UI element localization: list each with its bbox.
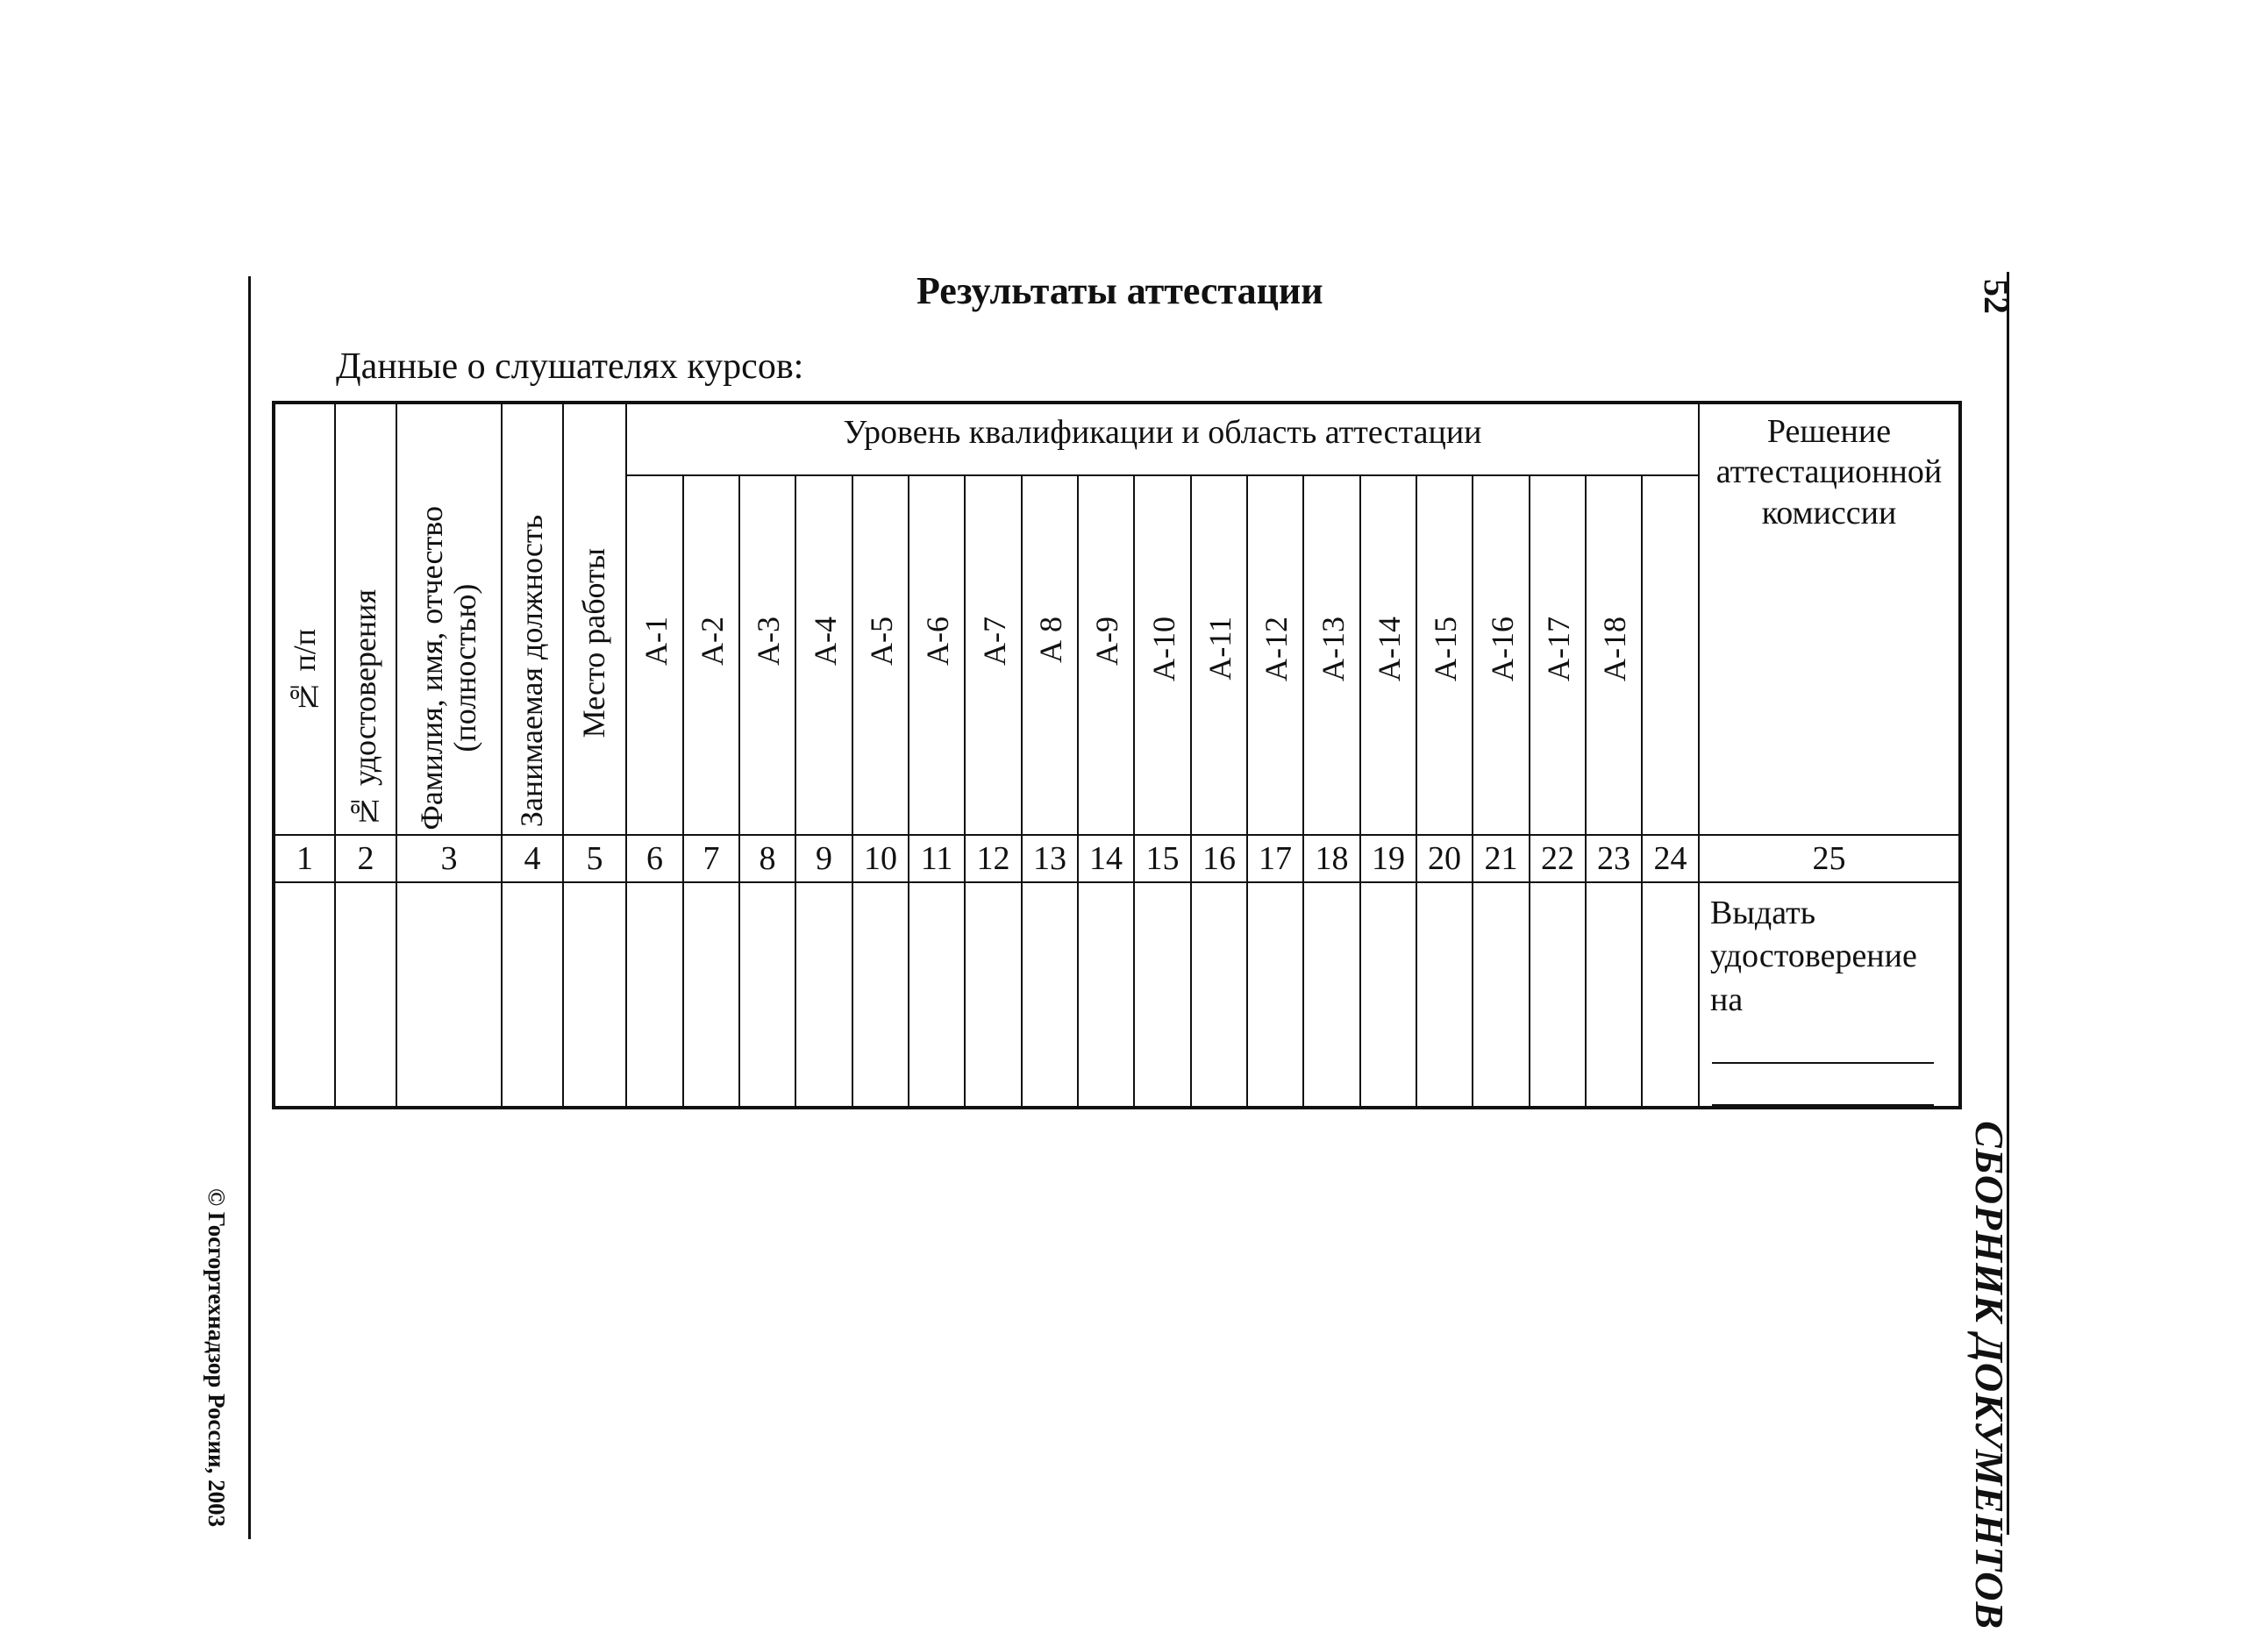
cell-row-number[interactable] (274, 882, 335, 1108)
decision-fill-line[interactable] (1712, 1022, 1934, 1064)
cell-qualification[interactable] (1078, 882, 1134, 1108)
column-number: 21 (1473, 835, 1530, 882)
column-number: 11 (909, 835, 965, 882)
column-number: 1 (274, 835, 335, 882)
cell-qualification[interactable] (909, 882, 965, 1108)
column-number: 25 (1699, 835, 1960, 882)
qualification-code-cell (1642, 475, 1699, 836)
qualification-code-cell: А-15 (1416, 475, 1473, 836)
column-number: 12 (965, 835, 1022, 882)
cell-qualification[interactable] (1642, 882, 1699, 1108)
column-number: 20 (1416, 835, 1473, 882)
qualification-code-cell: А-9 (1078, 475, 1134, 836)
cell-workplace[interactable] (563, 882, 626, 1108)
qualification-code-cell: А-3 (739, 475, 795, 836)
cell-qualification[interactable] (1586, 882, 1642, 1108)
cell-full-name[interactable] (396, 882, 502, 1108)
document-title: Результаты аттестации (916, 269, 1323, 312)
column-number: 6 (626, 835, 683, 882)
decision-text: Выдать удостоверение на (1710, 895, 1917, 1018)
column-number: 22 (1530, 835, 1586, 882)
column-number: 4 (502, 835, 563, 882)
qualification-code-cell: А-18 (1586, 475, 1642, 836)
qualification-code-cell: А-6 (909, 475, 965, 836)
qualification-code-cell: А-4 (795, 475, 852, 836)
column-number: 16 (1191, 835, 1247, 882)
qualification-code-cell: А-14 (1360, 475, 1416, 836)
qualification-code-cell: А-13 (1303, 475, 1360, 836)
column-number-row (274, 835, 1960, 882)
attestation-table (272, 401, 1962, 1109)
column-number: 17 (1247, 835, 1303, 882)
qualification-code-cell: А-2 (683, 475, 739, 836)
qualification-code-cell: А-16 (1473, 475, 1530, 836)
qualification-code-cell: А-17 (1530, 475, 1586, 836)
column-number: 13 (1022, 835, 1078, 882)
column-number: 24 (1642, 835, 1699, 882)
cell-certificate-number[interactable] (335, 882, 396, 1108)
cell-qualification[interactable] (1303, 882, 1360, 1108)
cell-qualification[interactable] (852, 882, 909, 1108)
header-row-number: № п/п (274, 403, 335, 835)
cell-qualification[interactable] (1191, 882, 1247, 1108)
cell-decision (1699, 882, 1960, 1108)
header-decision: Решение аттестационной комиссии (1699, 403, 1960, 835)
cell-qualification[interactable] (1416, 882, 1473, 1108)
header-position: Занимаемая должность (502, 403, 563, 835)
column-number: 14 (1078, 835, 1134, 882)
column-number: 2 (335, 835, 396, 882)
column-number: 5 (563, 835, 626, 882)
document-subtitle: Данные о слушателях курсов: (336, 346, 804, 387)
page-number: 52 (1977, 279, 2016, 314)
qualification-code-cell: А-1 (626, 475, 683, 836)
qualification-code-cell: А-7 (965, 475, 1022, 836)
cell-qualification[interactable] (1134, 882, 1191, 1108)
column-number: 19 (1360, 835, 1416, 882)
data-row (274, 882, 1960, 1108)
qualification-code-cell: А-5 (852, 475, 909, 836)
cell-qualification[interactable] (1247, 882, 1303, 1108)
full-name-line1: Фамилия, имя, отчество (414, 506, 450, 831)
decision-fill-line[interactable] (1712, 1064, 1934, 1106)
column-number: 18 (1303, 835, 1360, 882)
qualification-code-cell: А 8 (1022, 475, 1078, 836)
cell-qualification[interactable] (1473, 882, 1530, 1108)
column-number: 8 (739, 835, 795, 882)
header-workplace: Место работы (563, 403, 626, 835)
column-number: 15 (1134, 835, 1191, 882)
copyright-text: © Госгортехнадзор России, 2003 (203, 1188, 230, 1528)
header-qualification-group: Уровень квалификации и область аттестации (626, 403, 1699, 475)
cell-qualification[interactable] (795, 882, 852, 1108)
copyright-notice (196, 1188, 232, 1544)
cell-qualification[interactable] (965, 882, 1022, 1108)
column-number: 9 (795, 835, 852, 882)
column-number: 3 (396, 835, 502, 882)
left-margin-rule (248, 276, 251, 1539)
qualification-code-cell: А-12 (1247, 475, 1303, 836)
cell-qualification[interactable] (1022, 882, 1078, 1108)
header-full-name (396, 403, 502, 835)
cell-qualification[interactable] (739, 882, 795, 1108)
column-number: 23 (1586, 835, 1642, 882)
series-title: СБОРНИК ДОКУМЕНТОВ (1967, 1121, 2012, 1630)
qualification-code-cell: А-10 (1134, 475, 1191, 836)
column-number: 7 (683, 835, 739, 882)
full-name-line2: (полностью) (447, 584, 482, 753)
qualification-code-cell: А-11 (1191, 475, 1247, 836)
cell-qualification[interactable] (1360, 882, 1416, 1108)
cell-position[interactable] (502, 882, 563, 1108)
cell-qualification[interactable] (1530, 882, 1586, 1108)
column-number: 10 (852, 835, 909, 882)
cell-qualification[interactable] (683, 882, 739, 1108)
cell-qualification[interactable] (626, 882, 683, 1108)
header-certificate-number: № удостоверения (335, 403, 396, 835)
